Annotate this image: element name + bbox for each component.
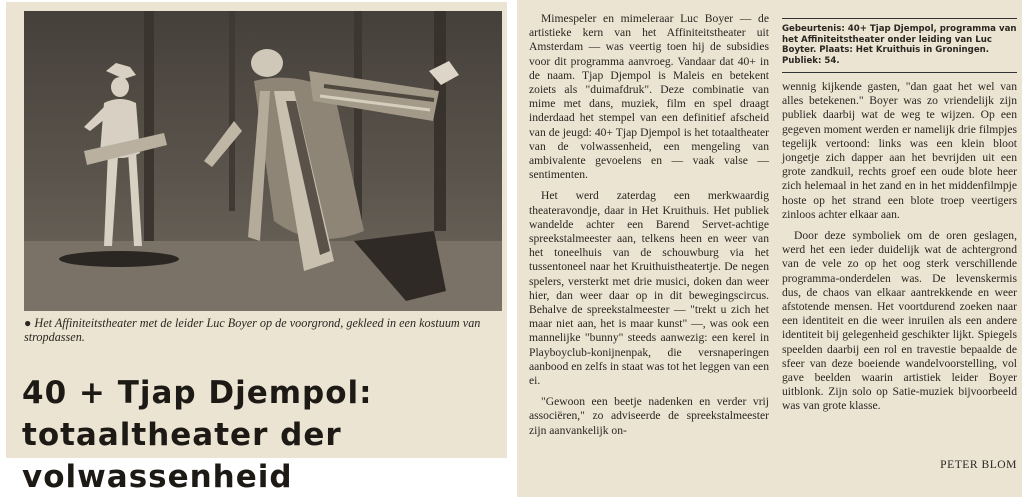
paragraph: Mimespeler en mimeleraar Luc Boyer — de artistieke kern van het Affiniteitstheater uit Amsterdam — was veertig toen hij de subsidies voor dit programma aanvroeg. Vandaar dat 40+ in de naam. Tjap Djempol is Maleis en betekent zoiets als "duimafdruk". Deze combinatie van mime met dans, muziek, film en spel draagt inderdaad het stempel van een definitief afscheid van de jeugd: 40+ Tjap Djempol is het totaaltheater van de volwassenheid, een mengeling van ambivalente gevoelens en — vaak valse — sentimenten. [529, 12, 769, 182]
photo-caption: ● Het Affiniteitstheater met de leider Luc Boyer op de voorgrond, gekleed in een kostuum van stropdassen. [24, 316, 481, 344]
paragraph: Het werd zaterdag een merkwaardig theateravondje, daar in Het Kruithuis. Het publiek wandelde achter een Barend Servet-achtige spreekstalmeester aan, telkens heen en weer van het toneelhuis van de schouwburg via het tussentoneel naar het Kruithuistheatertje. De negen spelers, versterkt met drie musici, doken dan weer hier, dan weer daar op in dit bewegingscircus. Behalve de spreekstalmeester — "trekt u zich het maar niet aan, het is maar kunst" —, was ook een mannelijke "bunny" steeds aanwezig: een kerel in Playboyclub-konijnenpak, die versnaperingen aanbood en zelfs in staat was tot het leggen van een ei. [529, 189, 769, 388]
right-clipping [517, 0, 1022, 497]
performance-photo [24, 11, 502, 311]
article-column-1 [529, 12, 769, 438]
left-clipping [6, 2, 507, 495]
paragraph: Door deze symboliek om de oren geslagen, werd het een ieder duidelijk wat de achtergrond van de vele zo op het oog sterk verschillende programma-onderdelen was. De levenskermis dus, de chaos van elkaar aantrekkende en weer afstotende mensen. Het voortdurend zoeken naar een identiteit en die weer inruilen als een andere identiteit bij gelegenheid geschikter lijkt. Spiegels speelden daarbij een rol en travestie bepaalde de sfeer van deze boeiende wandelvoorstelling, vol gave beelden waarin artistiek leider Boyer uitblonk. Zijn solo op Satie-muziek bijvoorbeeld was van grote klasse. [782, 229, 1017, 413]
headline: 40 + Tjap Djempol: totaaltheater der volwassenheid [22, 375, 373, 495]
author-byline: PETER BLOM [940, 458, 1017, 471]
photo-image [24, 11, 502, 311]
article-column-2 [782, 80, 1017, 414]
paragraph: wennig kijkende gasten, "dan gaat het wel van alles betekenen." Boyer was zo vriendelijk zijn publiek daarbij wat de weg te wijzen. Op een gegeven moment werden er namelijk drie filmpjes tegelijk vertoond: links was een klein bloot jongetje zich dapper aan het bevrijden uit een grote zandkuil, rechts groef een oude blote heer zich helemaal in het zand en in het middenfilmpje hoste op het strand een blote troep veertigers zinloos achter elkaar aan. [782, 80, 1017, 221]
event-info-box: Gebeurtenis: 40+ Tjap Djempol, programma van het Affiniteitstheater onder leiding van Luc Boyter. Plaats: Het Kruithuis in Groningen. Publiek: 54. [782, 18, 1017, 73]
paragraph: "Gewoon een beetje nadenken en verder vrij associëren," zo adviseerde de spreekstalmeester zijn aanvankelijk on- [529, 395, 769, 437]
